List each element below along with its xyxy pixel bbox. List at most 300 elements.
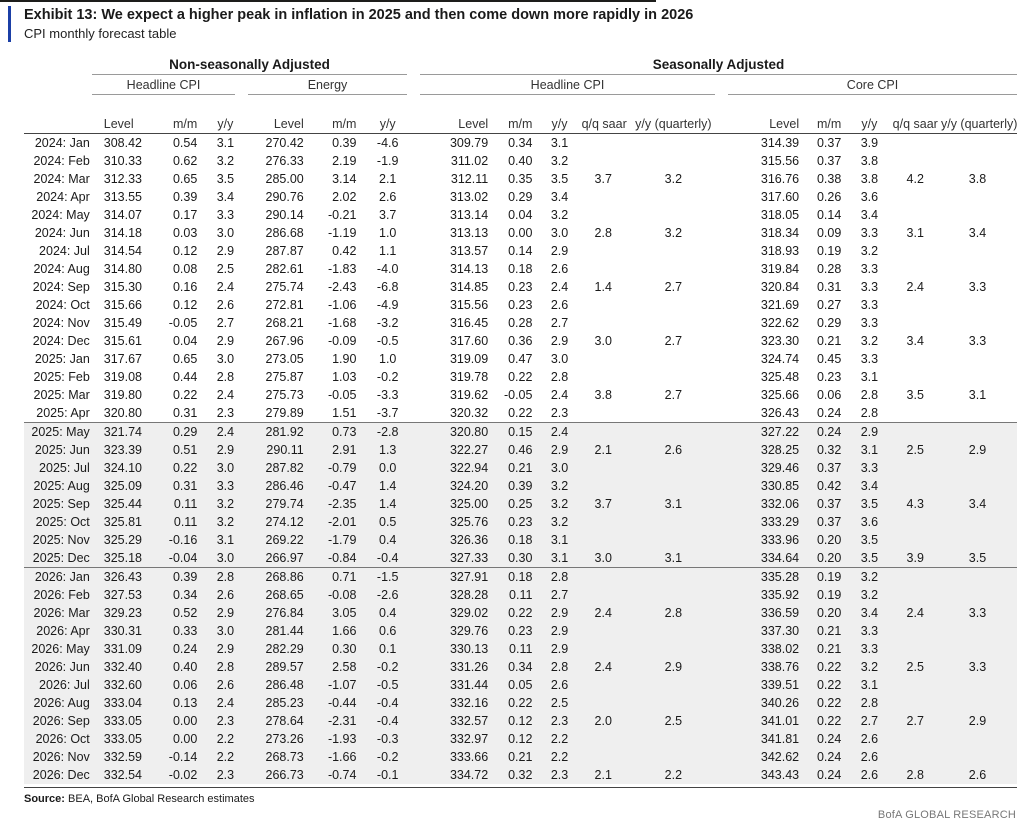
table-cell: 290.11	[249, 441, 312, 459]
table-cell: 324.10	[98, 459, 156, 477]
table-cell: 2.3	[540, 712, 581, 730]
table-cell	[628, 531, 722, 549]
table-cell	[628, 568, 722, 587]
subgroup-sa-core: Core CPI	[846, 78, 899, 92]
table-cell	[893, 188, 941, 206]
table-cell: 3.7	[582, 495, 628, 513]
row-label: 2025: Dec	[24, 549, 98, 568]
table-cell: 3.3	[849, 640, 892, 658]
table-cell: 338.76	[722, 658, 807, 676]
table-cell	[628, 694, 722, 712]
table-row	[24, 640, 1017, 658]
table-cell: 3.2	[849, 586, 892, 604]
table-cell: 0.23	[508, 298, 533, 312]
table-cell: 3.5	[849, 549, 892, 568]
table-cell	[893, 206, 941, 224]
table-cell: 2.2	[540, 730, 581, 748]
table-cell: 3.8	[860, 172, 879, 186]
subgroup-nsa-energy: Energy	[307, 78, 348, 92]
table-cell: 2.6	[550, 298, 569, 312]
table-cell: 0.32	[496, 766, 540, 784]
table-cell: 0.14	[816, 208, 842, 222]
table-row	[24, 368, 1017, 386]
table-cell: -0.4	[364, 549, 414, 568]
table-cell: 0.22	[496, 694, 540, 712]
table-cell: 3.0	[205, 549, 248, 568]
row-label: 2024: Jun	[34, 226, 90, 240]
table-cell: 3.7	[594, 172, 612, 186]
table-cell: 3.5	[941, 549, 1017, 568]
row-label: 2025: Oct	[24, 513, 98, 531]
column-header: y/y (quarterly)	[941, 95, 1017, 134]
table-cell	[582, 694, 628, 712]
table-row	[24, 748, 1017, 766]
table-cell: 2.9	[550, 334, 569, 348]
table-cell: 314.80	[103, 262, 143, 276]
table-row	[24, 188, 1017, 206]
table-cell: 332.54	[98, 766, 156, 784]
table-cell: 0.24	[816, 406, 842, 420]
title-accent-bar	[8, 6, 11, 42]
table-cell	[893, 423, 941, 442]
table-cell: 333.96	[722, 531, 807, 549]
table-cell: 2.6	[540, 676, 581, 694]
table-cell: 314.85	[449, 280, 489, 294]
table-cell: 315.30	[103, 280, 143, 294]
table-cell: 325.18	[98, 549, 156, 568]
table-cell: -1.83	[327, 262, 357, 276]
table-cell: 0.29	[508, 190, 533, 204]
column-header: Level	[249, 95, 312, 134]
table-cell: -0.2	[364, 748, 414, 766]
table-cell	[941, 513, 1017, 531]
table-cell: -2.8	[364, 423, 414, 442]
table-cell	[628, 586, 722, 604]
table-cell: 0.20	[807, 604, 849, 622]
table-cell	[893, 694, 941, 712]
table-cell: 313.13	[449, 226, 489, 240]
table-cell: 329.02	[414, 604, 496, 622]
table-cell: 313.14	[449, 208, 489, 222]
column-header: m/m	[807, 95, 849, 134]
row-label: 2025: May	[24, 423, 98, 442]
table-cell: 3.3	[968, 280, 987, 294]
table-cell: 0.54	[172, 136, 198, 150]
exhibit-subtitle: CPI monthly forecast table	[24, 26, 177, 41]
table-cell: 0.22	[156, 459, 206, 477]
table-cell: 329.46	[722, 459, 807, 477]
table-cell: 0.37	[816, 154, 842, 168]
table-cell: -0.05	[168, 316, 198, 330]
table-cell: 317.60	[449, 334, 489, 348]
table-cell: 0.22	[807, 658, 849, 676]
table-cell: -1.5	[364, 568, 414, 587]
row-label: 2025: Jan	[34, 352, 90, 366]
table-cell	[893, 477, 941, 495]
table-cell: 2.6	[849, 748, 892, 766]
table-cell: 0.20	[807, 531, 849, 549]
table-cell	[941, 188, 1017, 206]
table-cell: -1.19	[327, 226, 357, 240]
table-cell: 279.89	[265, 406, 304, 420]
table-cell: 3.0	[205, 622, 248, 640]
table-cell: 2.0	[582, 712, 628, 730]
table-cell: 311.02	[450, 154, 489, 168]
table-cell: -0.05	[327, 388, 357, 402]
table-cell: 315.49	[103, 316, 143, 330]
table-cell	[582, 296, 628, 314]
table-cell: 339.51	[722, 676, 807, 694]
table-cell: 3.9	[893, 549, 941, 568]
table-cell: 0.46	[496, 441, 540, 459]
table-cell: 2.7	[216, 316, 235, 330]
table-cell: -2.31	[312, 712, 365, 730]
table-cell: 2.2	[205, 748, 248, 766]
source-text: BEA, BofA Global Research estimates	[64, 793, 255, 805]
table-cell: 270.42	[265, 136, 304, 150]
table-cell: 0.34	[508, 136, 533, 150]
column-header: m/m	[156, 95, 206, 134]
table-cell: 325.76	[414, 513, 496, 531]
table-cell: 309.79	[449, 136, 489, 150]
table-cell	[628, 206, 722, 224]
table-cell	[582, 622, 628, 640]
table-cell: 331.44	[414, 676, 496, 694]
table-cell	[582, 242, 628, 260]
table-cell: 332.40	[98, 658, 156, 676]
table-cell: 2.58	[312, 658, 365, 676]
table-cell: 1.66	[312, 622, 365, 640]
table-cell: 272.81	[265, 298, 304, 312]
table-cell	[628, 134, 722, 153]
row-label: 2024: Jan	[34, 136, 90, 150]
table-row	[24, 386, 1017, 404]
table-cell: 273.05	[265, 352, 304, 366]
table-cell	[628, 350, 722, 368]
table-cell: 331.26	[414, 658, 496, 676]
table-cell	[628, 477, 722, 495]
table-cell: 0.0	[364, 459, 414, 477]
table-cell: 3.0	[216, 352, 235, 366]
table-cell: 0.24	[807, 423, 849, 442]
table-cell: 3.2	[664, 172, 683, 186]
table-cell: 2.1	[379, 172, 397, 186]
table-cell: 0.71	[312, 568, 365, 587]
table-cell: 0.06	[156, 676, 206, 694]
table-cell: 325.81	[98, 513, 156, 531]
table-cell: 1.4	[364, 477, 414, 495]
table-row	[24, 549, 1017, 568]
table-cell	[941, 368, 1017, 386]
table-cell: 0.62	[172, 154, 198, 168]
table-cell	[893, 513, 941, 531]
table-cell: 278.64	[249, 712, 312, 730]
table-cell: 330.13	[414, 640, 496, 658]
table-cell	[941, 477, 1017, 495]
table-cell: 0.23	[496, 513, 540, 531]
table-row	[24, 531, 1017, 549]
table-row	[24, 604, 1017, 622]
table-cell: 0.6	[364, 622, 414, 640]
table-cell: 2.4	[540, 423, 581, 442]
table-cell: 3.0	[582, 549, 628, 568]
table-cell: 333.66	[414, 748, 496, 766]
table-row	[24, 568, 1017, 587]
row-label: 2026: Apr	[24, 622, 98, 640]
table-cell	[941, 260, 1017, 278]
table-cell: 0.17	[172, 208, 198, 222]
table-cell: 332.97	[414, 730, 496, 748]
table-cell: 273.26	[249, 730, 312, 748]
table-cell: 3.2	[216, 154, 235, 168]
table-cell: 322.27	[414, 441, 496, 459]
table-cell: 2.6	[205, 676, 248, 694]
table-cell: 0.33	[156, 622, 206, 640]
table-cell: 342.62	[722, 748, 807, 766]
table-cell: 0.39	[496, 477, 540, 495]
table-row	[24, 296, 1017, 314]
table-row	[24, 423, 1017, 442]
table-cell: 2.6	[550, 262, 569, 276]
table-cell: 2.4	[216, 388, 235, 402]
table-cell: 0.65	[172, 172, 198, 186]
table-cell: -3.3	[376, 388, 399, 402]
table-cell: 2.5	[893, 441, 941, 459]
table-cell	[582, 640, 628, 658]
table-cell: 2.8	[893, 766, 941, 784]
table-cell: 2.7	[664, 280, 683, 294]
table-row	[24, 694, 1017, 712]
table-cell: 308.42	[103, 136, 143, 150]
table-cell: 2.6	[379, 190, 397, 204]
table-cell: 0.31	[156, 477, 206, 495]
table-cell: 0.21	[807, 622, 849, 640]
table-cell	[582, 260, 628, 278]
table-cell: 314.13	[449, 262, 489, 276]
table-cell: 312.33	[103, 172, 143, 186]
table-cell: 341.01	[722, 712, 807, 730]
table-cell: 314.07	[103, 208, 143, 222]
table-cell: 3.3	[216, 208, 235, 222]
table-cell	[582, 368, 628, 386]
table-cell: 286.68	[265, 226, 304, 240]
table-cell: 320.80	[103, 406, 143, 420]
table-cell: 2.5	[540, 694, 581, 712]
table-cell: 0.42	[807, 477, 849, 495]
table-cell: 313.55	[103, 190, 143, 204]
table-cell: -4.0	[376, 262, 399, 276]
table-cell: 310.33	[103, 154, 143, 168]
table-cell: 3.7	[379, 208, 397, 222]
table-cell: 2.4	[582, 604, 628, 622]
table-cell	[582, 513, 628, 531]
table-cell	[941, 152, 1017, 170]
table-cell: 3.1	[540, 531, 581, 549]
table-cell: 0.34	[156, 586, 206, 604]
table-cell: 0.37	[816, 136, 842, 150]
table-cell: 324.20	[414, 477, 496, 495]
table-cell	[582, 423, 628, 442]
table-cell: 0.39	[172, 190, 198, 204]
table-cell: 2.3	[216, 406, 235, 420]
table-cell: -0.09	[327, 334, 357, 348]
table-cell: 336.59	[722, 604, 807, 622]
table-cell: 0.32	[807, 441, 849, 459]
table-cell: 2.5	[893, 658, 941, 676]
table-cell: 0.51	[156, 441, 206, 459]
table-cell: 327.91	[414, 568, 496, 587]
table-cell: 3.6	[849, 513, 892, 531]
table-cell: 2.3	[540, 766, 581, 784]
table-cell: -0.5	[376, 334, 399, 348]
table-cell: 3.5	[216, 172, 235, 186]
table-cell: 315.61	[103, 334, 143, 348]
table-cell: -0.21	[327, 208, 357, 222]
subgroup-sa-headline: Headline CPI	[530, 78, 605, 92]
column-header: m/m	[312, 95, 365, 134]
table-row	[24, 206, 1017, 224]
table-cell: 0.06	[816, 388, 842, 402]
table-cell: -2.35	[312, 495, 365, 513]
table-cell	[893, 676, 941, 694]
table-cell: 2.9	[941, 441, 1017, 459]
table-cell: 0.05	[496, 676, 540, 694]
table-cell: 331.09	[98, 640, 156, 658]
table-cell	[628, 404, 722, 423]
table-cell	[941, 694, 1017, 712]
table-cell: 0.39	[332, 136, 357, 150]
table-cell: 2.8	[849, 694, 892, 712]
table-cell: 2.8	[594, 226, 612, 240]
table-cell: 319.78	[449, 370, 489, 384]
table-cell: 3.5	[849, 531, 892, 549]
table-cell: 2.4	[205, 423, 248, 442]
table-row	[24, 459, 1017, 477]
table-row	[24, 134, 1017, 153]
table-cell: -1.79	[312, 531, 365, 549]
row-label: 2024: Jul	[39, 244, 90, 258]
table-cell	[941, 350, 1017, 368]
column-header: Level	[414, 95, 496, 134]
table-cell: 319.84	[760, 262, 800, 276]
row-label: 2026: Sep	[24, 712, 98, 730]
table-cell: 2.9	[540, 604, 581, 622]
table-cell: 3.1	[205, 531, 248, 549]
table-cell: 0.00	[156, 730, 206, 748]
group-rule-nsa	[92, 74, 407, 75]
table-cell: 328.28	[414, 586, 496, 604]
table-cell: 0.24	[807, 766, 849, 784]
table-cell	[893, 640, 941, 658]
table-cell	[628, 242, 722, 260]
table-cell: 2.8	[205, 658, 248, 676]
row-label: 2026: Jun	[24, 658, 98, 676]
table-cell: 2.5	[216, 262, 235, 276]
group-header-nsa: Non-seasonally Adjusted	[169, 57, 330, 72]
table-cell: -0.2	[364, 658, 414, 676]
table-cell: 0.03	[172, 226, 198, 240]
table-cell: 322.94	[414, 459, 496, 477]
table-cell: 2.8	[860, 406, 879, 420]
table-cell: 0.47	[508, 352, 533, 366]
row-label: 2024: Apr	[36, 190, 90, 204]
table-cell: 2.4	[550, 280, 569, 294]
table-cell: 3.9	[860, 136, 879, 150]
table-cell: 0.19	[807, 586, 849, 604]
table-cell: 2.8	[205, 568, 248, 587]
table-cell: 0.40	[156, 658, 206, 676]
table-row	[24, 404, 1017, 423]
table-cell: 317.60	[760, 190, 800, 204]
table-cell	[628, 423, 722, 442]
table-cell: 0.37	[807, 459, 849, 477]
table-cell: -0.44	[312, 694, 365, 712]
table-cell: 2.9	[941, 712, 1017, 730]
table-cell	[941, 459, 1017, 477]
table-cell: 2.1	[582, 441, 628, 459]
table-cell: 287.82	[249, 459, 312, 477]
table-cell: 3.8	[860, 154, 879, 168]
table-cell: 0.22	[807, 712, 849, 730]
table-cell: 0.44	[172, 370, 198, 384]
row-label: 2026: Oct	[24, 730, 98, 748]
table-cell: 3.1	[860, 370, 879, 384]
table-cell: 1.1	[379, 244, 397, 258]
table-cell: 0.29	[816, 316, 842, 330]
table-cell	[893, 134, 941, 153]
table-cell	[941, 622, 1017, 640]
table-cell: 2.9	[628, 658, 722, 676]
table-cell: -0.02	[156, 766, 206, 784]
table-cell: 318.05	[760, 208, 800, 222]
table-cell: 3.6	[860, 190, 879, 204]
table-cell: 334.64	[722, 549, 807, 568]
table-cell: 3.2	[540, 477, 581, 495]
table-cell: -0.5	[364, 676, 414, 694]
table-cell: 286.48	[249, 676, 312, 694]
column-header: y/y	[205, 95, 248, 134]
table-cell: 0.22	[807, 676, 849, 694]
table-cell: 3.14	[332, 172, 357, 186]
table-row	[24, 441, 1017, 459]
table-cell	[893, 730, 941, 748]
table-cell: 3.3	[860, 352, 879, 366]
top-rule	[0, 0, 656, 2]
table-row	[24, 278, 1017, 296]
table-row	[24, 332, 1017, 350]
table-cell: -0.14	[156, 748, 206, 766]
table-cell	[893, 296, 941, 314]
table-cell: 0.26	[816, 190, 842, 204]
table-cell: 0.16	[172, 280, 198, 294]
table-cell: -4.9	[376, 298, 399, 312]
table-row	[24, 477, 1017, 495]
table-cell	[628, 314, 722, 332]
table-cell: 332.57	[414, 712, 496, 730]
column-header: y/y	[849, 95, 892, 134]
table-cell: -0.84	[312, 549, 365, 568]
table-cell: 0.5	[364, 513, 414, 531]
table-cell: 3.4	[216, 190, 235, 204]
table-cell: 2.8	[860, 388, 879, 402]
table-cell: 3.1	[550, 136, 569, 150]
table-cell: 0.23	[508, 280, 533, 294]
table-cell	[941, 206, 1017, 224]
table-cell	[893, 531, 941, 549]
table-cell: 332.06	[722, 495, 807, 513]
row-label: 2026: Feb	[24, 586, 98, 604]
table-cell: 323.30	[760, 334, 800, 348]
